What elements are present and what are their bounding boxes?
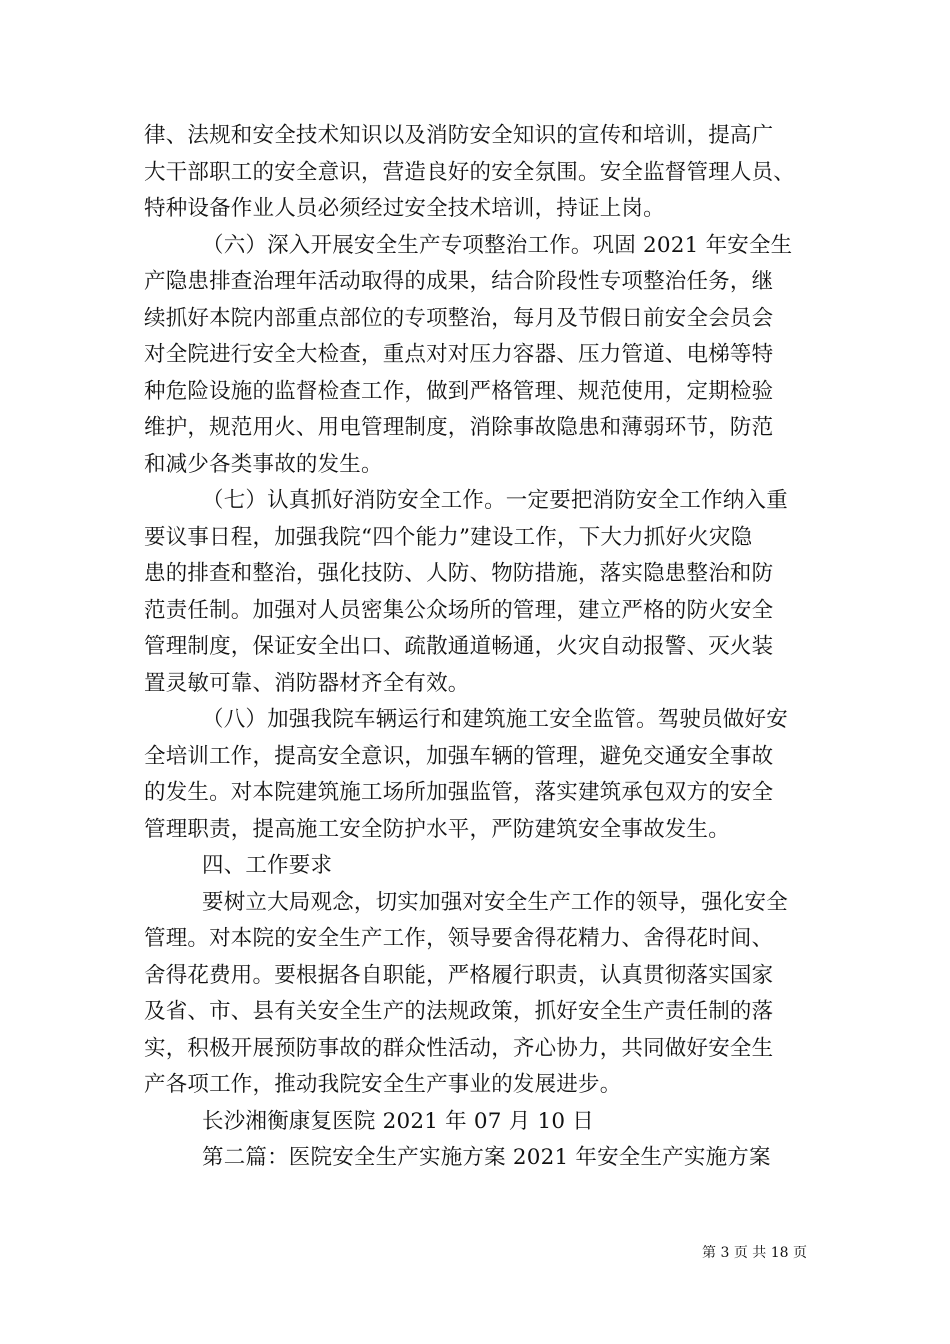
text-line: 产隐患排查治理年活动取得的成果，结合阶段性专项整治任务，继 <box>144 269 774 294</box>
text-line: 实，积极开展预防事故的群众性活动，齐心协力，共同做好安全生 <box>144 1035 774 1061</box>
text-line: 要议事日程，加强我院“四个能力”建设工作，下大力抓好火灾隐 <box>144 524 753 550</box>
signature-date-line: 长沙湘衡康复医院 2021 年 07 月 10 日 <box>202 1108 594 1134</box>
page-number-footer: 第 3 页 共 18 页 <box>702 1245 807 1261</box>
text-line: 对全院进行安全大检查，重点对对压力容器、压力管道、电梯等特 <box>144 342 774 367</box>
text-line: 大干部职工的安全意识，营造良好的安全氛围。安全监督管理人员、 <box>144 159 796 185</box>
text-line: 种危险设施的监督检查工作，做到严格管理、规范使用，定期检验 <box>144 378 774 404</box>
text-line: 续抓好本院内部重点部位的专项整治，每月及节假日前安全会员会 <box>144 305 774 331</box>
text-line: 的发生。对本院建筑施工场所加强监管，落实建筑承包双方的安全 <box>144 780 774 805</box>
text-line: 范责任制。加强对人员密集公众场所的管理，建立严格的防火安全 <box>144 597 774 623</box>
text-line: 管理制度，保证安全出口、疏散通道畅通，火灾自动报警、灭火装 <box>144 634 774 659</box>
paragraph-start-line: 要树立大局观念，切实加强对安全生产工作的领导，强化安全 <box>202 889 788 915</box>
paragraph-start-line: （六）深入开展安全生产专项整治工作。巩固 2021 年安全生 <box>202 232 793 258</box>
document-body <box>144 118 816 1177</box>
text-line: 及省、市、县有关安全生产的法规政策，抓好安全生产责任制的落 <box>144 999 774 1024</box>
text-line: 患的排查和整治，强化技防、人防、物防措施，落实隐患整治和防 <box>144 561 774 586</box>
next-chapter-title: 第二篇：医院安全生产实施方案 2021 年安全生产实施方案 <box>202 1145 771 1170</box>
text-line: 舍得花费用。要根据各自职能，严格履行职责，认真贯彻落实国家 <box>144 962 774 988</box>
text-line: 产各项工作，推动我院安全生产事业的发展进步。 <box>144 1072 622 1097</box>
text-line: 和减少各类事故的发生。 <box>144 451 383 477</box>
text-line: 置灵敏可靠、消防器材齐全有效。 <box>144 670 470 696</box>
text-line: 管理。对本院的安全生产工作，领导要舍得花精力、舍得花时间、 <box>144 926 774 951</box>
section-heading: 四、工作要求 <box>202 853 333 878</box>
paragraph-start-line: （七）认真抓好消防安全工作。一定要把消防安全工作纳入重 <box>202 488 788 513</box>
text-line: 管理职责，提高施工安全防护水平，严防建筑安全事故发生。 <box>144 816 730 842</box>
text-line: 律、法规和安全技术知识以及消防安全知识的宣传和培训，提高广 <box>144 123 774 148</box>
text-line: 全培训工作，提高安全意识，加强车辆的管理，避免交通安全事故 <box>144 743 774 769</box>
text-line: 特种设备作业人员必须经过安全技术培训，持证上岗。 <box>144 196 665 221</box>
paragraph-start-line: （八）加强我院车辆运行和建筑施工安全监管。驾驶员做好安 <box>202 707 788 732</box>
text-line: 维护，规范用火、用电管理制度，消除事故隐患和薄弱环节，防范 <box>144 415 774 440</box>
